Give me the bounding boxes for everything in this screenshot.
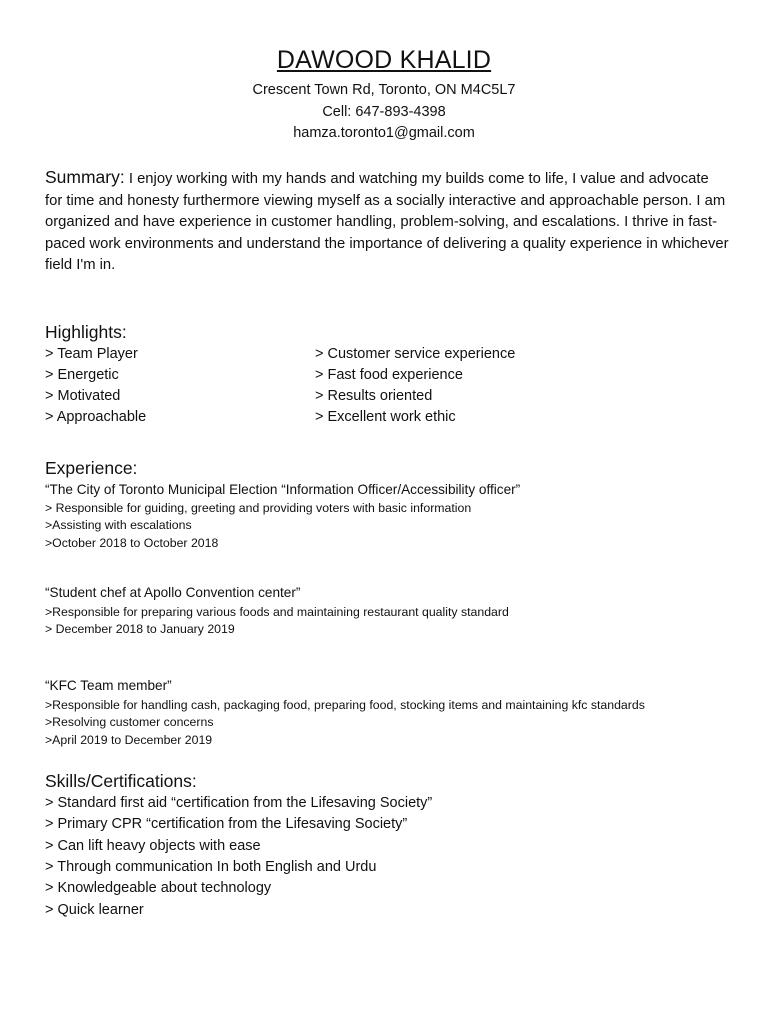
skill-item: > Primary CPR “certification from the Lifesaving Society” (45, 816, 408, 832)
skills-title: Skills/Certifications: (45, 771, 197, 791)
job-title: “KFC Team member” (45, 678, 172, 693)
skill-item: > Can lift heavy objects with ease (45, 838, 261, 854)
resume-name: DAWOOD KHALID (276, 46, 492, 74)
highlight-item: > Customer service experience (315, 346, 516, 362)
skill-item: > Knowledgeable about technology (45, 880, 272, 896)
highlight-item: > Approachable (45, 409, 147, 425)
summary-section (45, 167, 730, 277)
job-detail: >Assisting with escalations (45, 518, 192, 532)
highlight-item: > Energetic (45, 367, 119, 383)
job-title: “Student chef at Apollo Convention center” (45, 585, 301, 600)
skill-item: > Through communication In both English and Urdu (45, 859, 377, 875)
email: hamza.toronto1@gmail.com (293, 125, 475, 141)
job-detail: >April 2019 to December 2019 (45, 733, 213, 747)
highlight-item: > Results oriented (315, 388, 433, 404)
highlights-title: Highlights: (45, 322, 127, 342)
job-title: “The City of Toronto Municipal Election “Information Officer/Accessibility officer” (45, 482, 521, 497)
experience-title: Experience: (45, 458, 138, 478)
phone: Cell: 647-893-4398 (322, 104, 446, 120)
address: Crescent Town Rd, Toronto, ON M4C5L7 (252, 82, 516, 98)
job-detail: > December 2018 to January 2019 (45, 622, 235, 636)
highlight-item: > Excellent work ethic (315, 409, 456, 425)
job-detail: >Resolving customer concerns (45, 715, 214, 729)
highlight-item: > Motivated (45, 388, 121, 404)
job-detail: >Responsible for preparing various foods and maintaining restaurant quality standard (45, 605, 509, 619)
skill-item: > Quick learner (45, 902, 144, 918)
skill-item: > Standard first aid “certification from the Lifesaving Society” (45, 795, 433, 811)
summary-label: Summary: (45, 167, 125, 187)
job-detail: >October 2018 to October 2018 (45, 536, 219, 550)
highlight-item: > Team Player (45, 346, 138, 362)
job-detail: > Responsible for guiding, greeting and providing voters with basic information (45, 501, 472, 515)
summary-text: I enjoy working with my hands and watching my builds come to life, I value and advocate for time and honesty furthermore viewing myself as a socially interactive and approachable person. I am organized and have experience in customer handling, problem-solving, and escalations. I thrive in fast-paced work environments and understand the importance of delivering a quality experience in whichever field I'm in. (45, 171, 729, 274)
highlight-item: > Fast food experience (315, 367, 463, 383)
job-detail: >Responsible for handling cash, packaging food, preparing food, stocking items and maintaining kfc standards (45, 698, 645, 712)
